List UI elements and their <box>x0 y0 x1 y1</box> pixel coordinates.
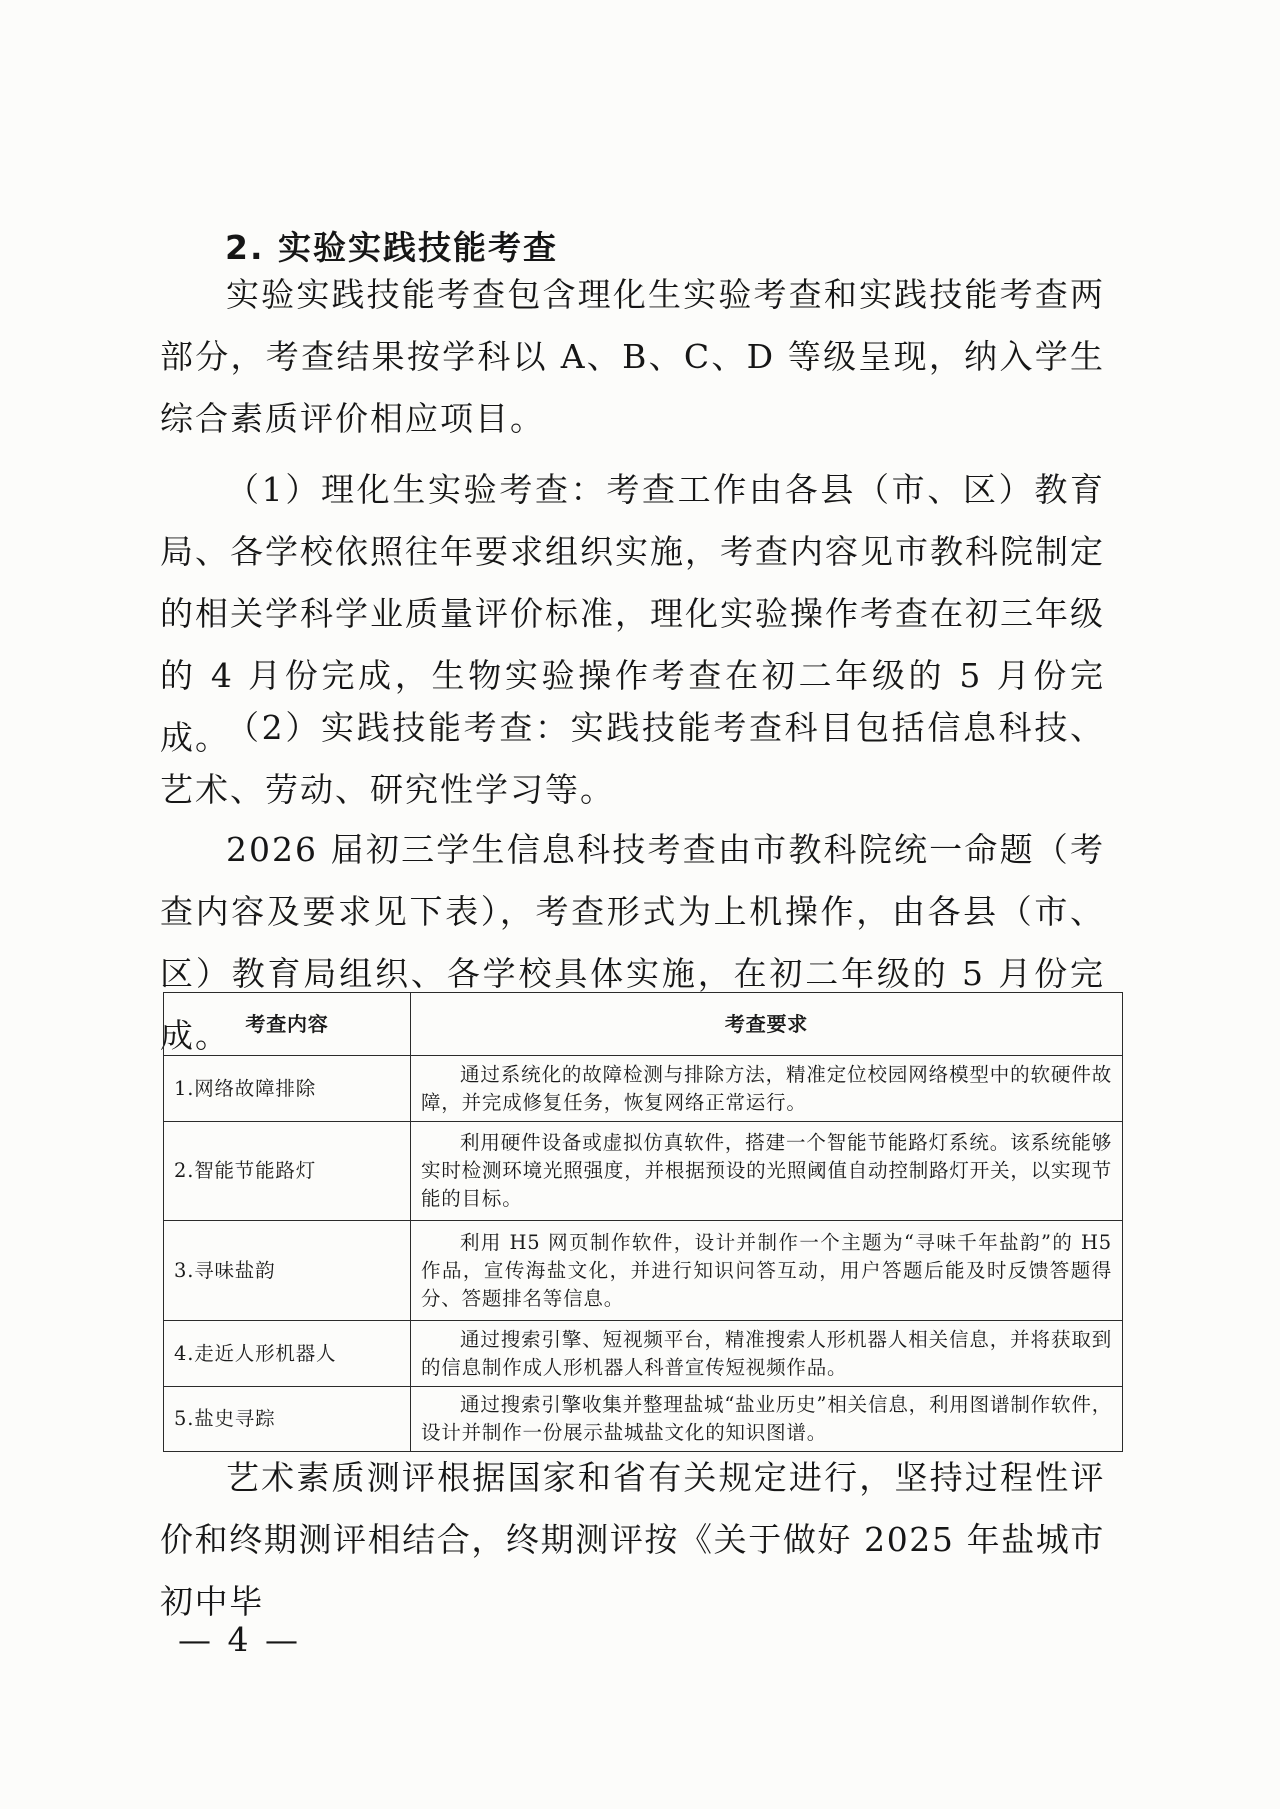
table-body <box>164 1056 1123 1452</box>
table-row <box>164 1056 1123 1122</box>
table-row <box>164 1321 1123 1387</box>
section-heading: 2. 实验实践技能考查 <box>225 228 558 267</box>
table-header <box>164 993 1123 1056</box>
item-cell: 3.寻味盐韵 <box>164 1221 411 1321</box>
table-row <box>164 1387 1123 1452</box>
requirement-cell: 利用 H5 网页制作软件，设计并制作一个主题为“寻味千年盐韵”的 H5 作品，宣传海盐文化，并进行知识问答互动，用户答题后能及时反馈答题得分、答题排名等信息。 <box>411 1221 1123 1321</box>
requirement-cell: 利用硬件设备或虚拟仿真软件，搭建一个智能节能路灯系统。该系统能够实时检测环境光照强度，并根据预设的光照阈值自动控制路灯开关，以实现节能的目标。 <box>411 1122 1123 1221</box>
paragraph-practice-exam: （2）实践技能考查：实践技能考查科目包括信息科技、艺术、劳动、研究性学习等。 <box>160 708 1105 809</box>
header-requirement: 考查要求 <box>411 993 1123 1056</box>
item-cell: 5.盐史寻踪 <box>164 1387 411 1452</box>
item-cell: 4.走近人形机器人 <box>164 1321 411 1387</box>
requirements-table <box>163 992 1123 1452</box>
item-cell: 2.智能节能路灯 <box>164 1122 411 1221</box>
requirement-cell: 通过系统化的故障检测与排除方法，精准定位校园网络模型中的软硬件故障，并完成修复任务，恢复网络正常运行。 <box>411 1056 1123 1122</box>
paragraph-art-assessment: 艺术素质测评根据国家和省有关规定进行，坚持过程性评价和终期测评相结合，终期测评按《关于做好 2025 年盐城市初中毕 <box>160 1458 1105 1621</box>
header-content: 考查内容 <box>164 993 411 1056</box>
requirement-cell: 通过搜索引擎、短视频平台，精准搜索人形机器人相关信息，并将获取到的信息制作成人形机器人科普宣传短视频作品。 <box>411 1321 1123 1387</box>
page-number: — 4 — <box>178 1620 301 1659</box>
paragraph-intro: 实验实践技能考查包含理化生实验考查和实践技能考查两部分，考查结果按学科以 A、B、C、D 等级呈现，纳入学生综合素质评价相应项目。 <box>160 275 1105 438</box>
table-row <box>164 1221 1123 1321</box>
requirement-cell: 通过搜索引擎收集并整理盐城“盐业历史”相关信息，利用图谱制作软件，设计并制作一份展示盐城盐文化的知识图谱。 <box>411 1387 1123 1452</box>
paragraph-it-exam: 2026 届初三学生信息科技考查由市教科院统一命题（考查内容及要求见下表），考查形式为上机操作，由各县（市、区）教育局组织、各学校具体实施，在初二年级的 5 月份完成。 <box>160 830 1105 1055</box>
table-row <box>164 1122 1123 1221</box>
table-header-row <box>164 993 1123 1056</box>
paragraph-lab-exam: （1）理化生实验考查：考查工作由各县（市、区）教育局、各学校依照往年要求组织实施，考查内容见市教科院制定的相关学科学业质量评价标准，理化实验操作考查在初三年级的 4 月份完成，生物实验操作考查在初二年级的 5 月份完成。 <box>160 470 1105 757</box>
item-cell: 1.网络故障排除 <box>164 1056 411 1122</box>
